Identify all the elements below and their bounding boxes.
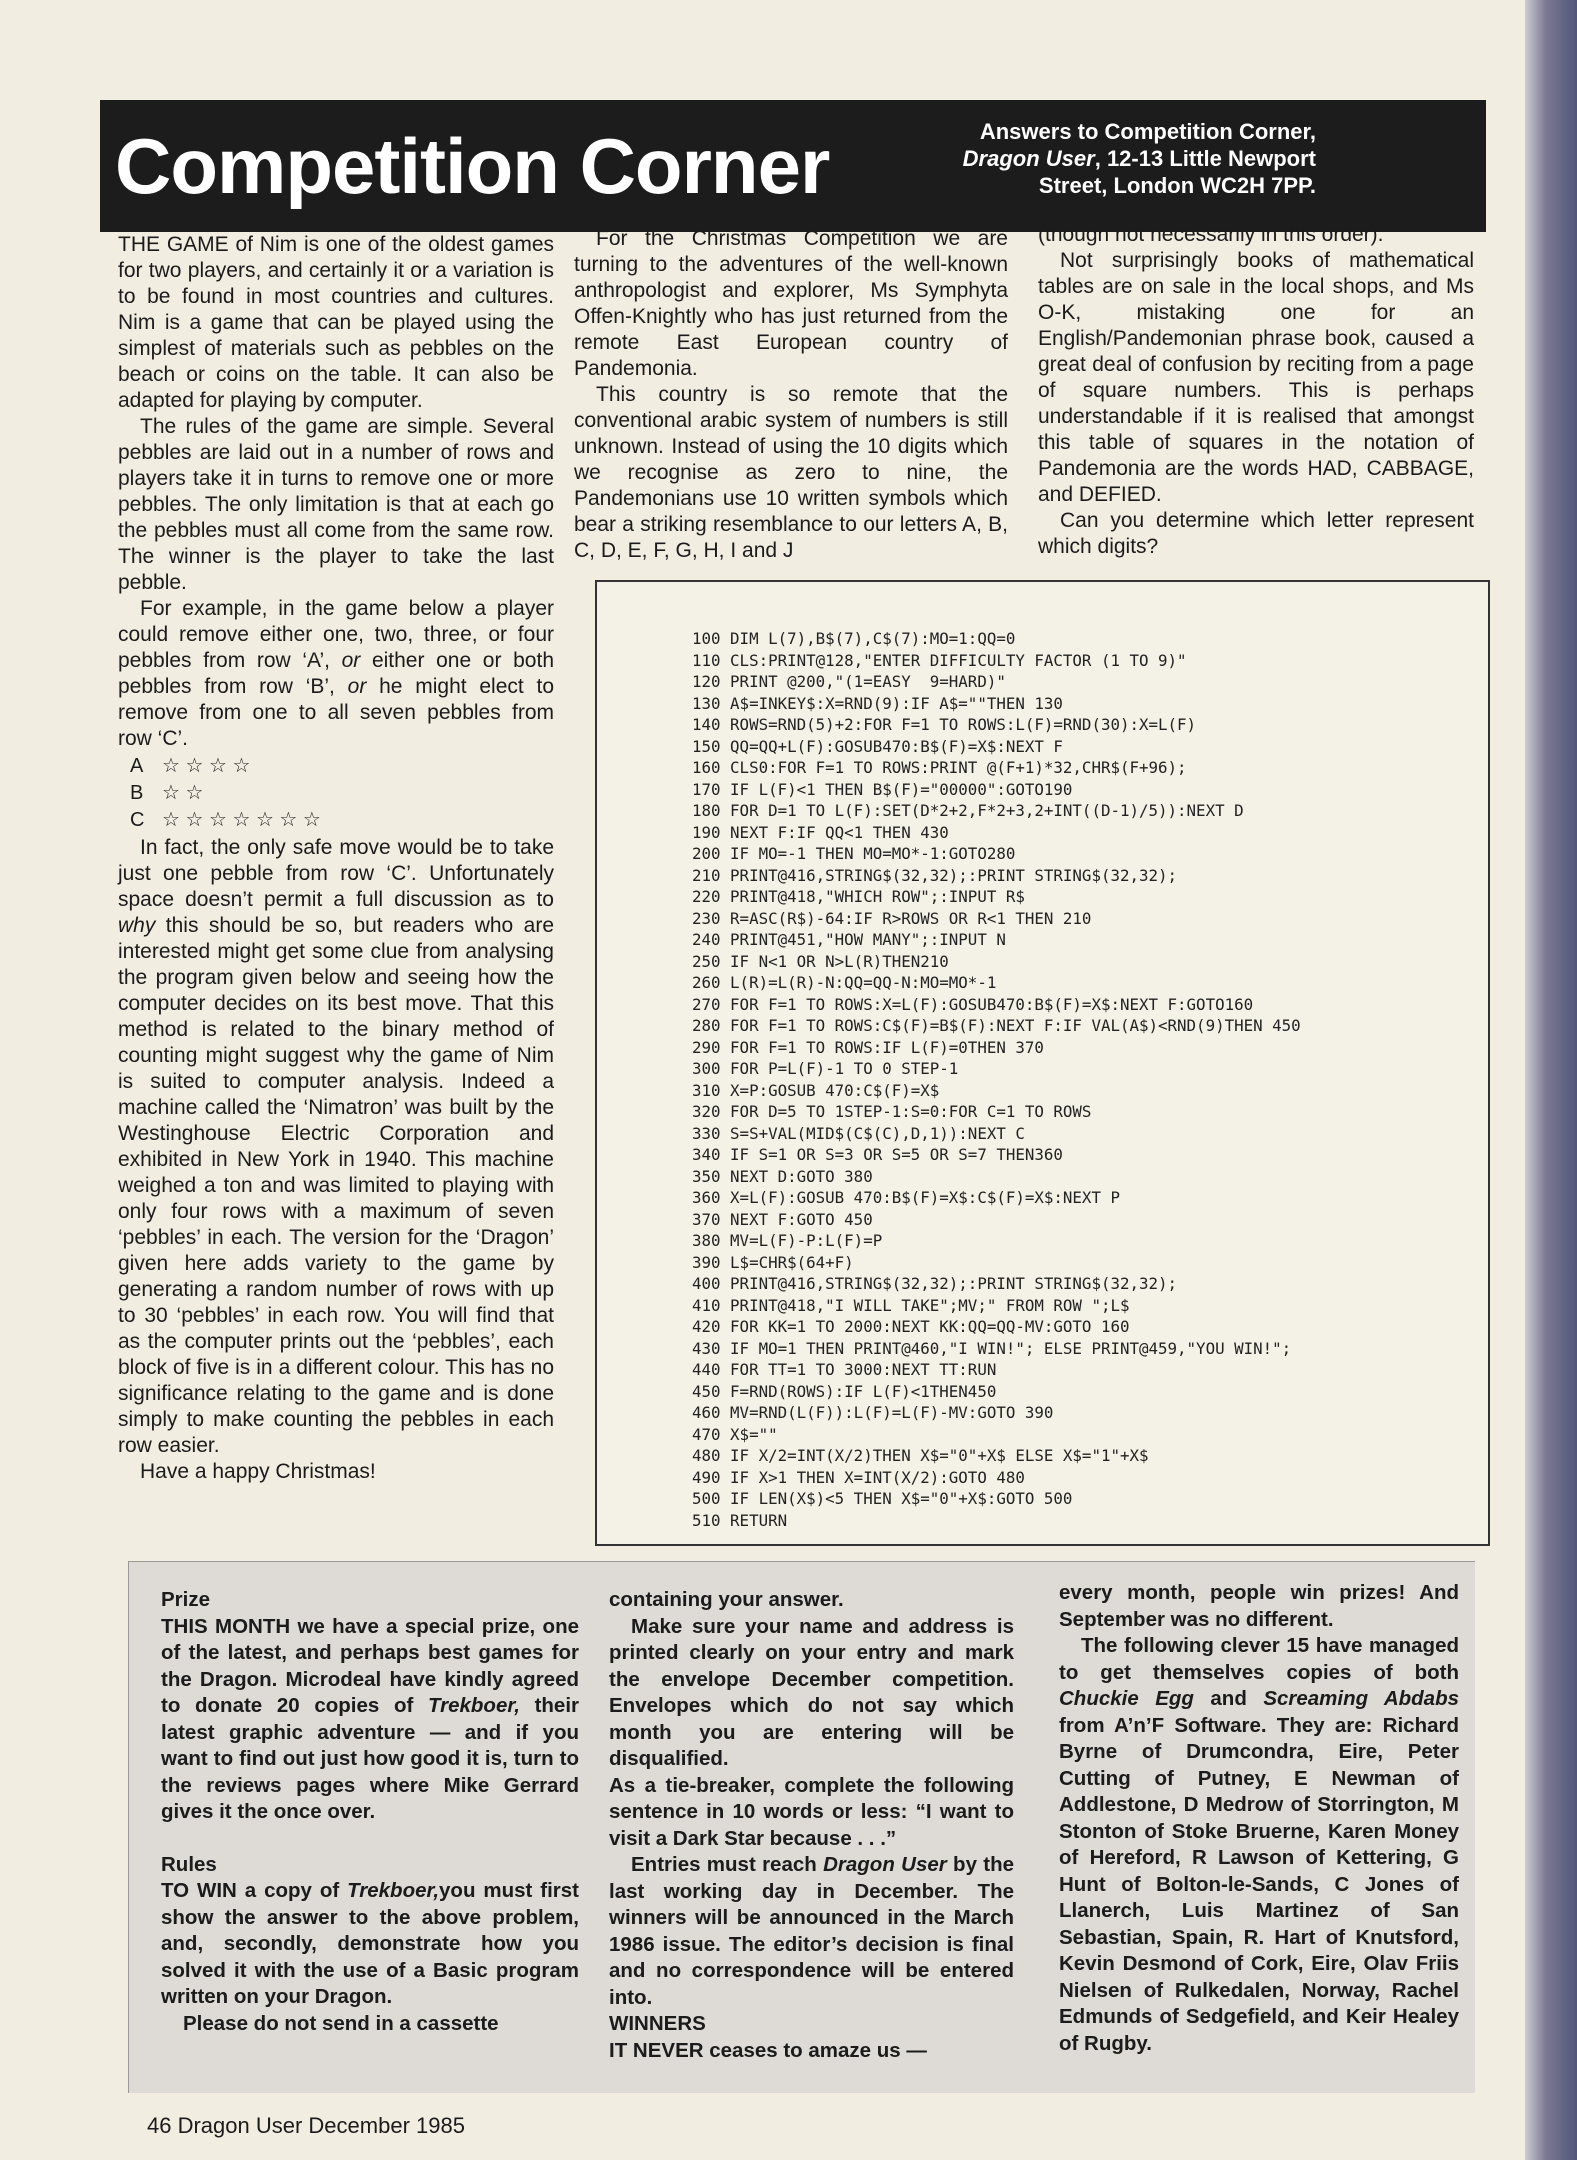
text: Chuckie Egg xyxy=(1059,1687,1194,1710)
text: For example, in the game below a player could remove either one, two, three, or four pebbles from row ‘A’, xyxy=(118,597,554,672)
header-banner xyxy=(100,100,1486,232)
text: THIS MONTH we have a special prize, one of the latest, and perhaps best games for the Dragon. Microdeal have kindly agreed to donate 20 copies of xyxy=(161,1614,579,1717)
text: In fact, the only safe move would be to take just one pebble from row ‘C’. Unfortunately space doesn’t permit a full discussion as to xyxy=(118,836,554,911)
page-edge-shadow xyxy=(1525,0,1577,2160)
text: their latest graphic adventure — and if you want to find out just how good it is, turn to the reviews pages where Mike Gerrard gives it the once over. xyxy=(161,1694,579,1823)
address-line3: Street, London WC2H 7PP. xyxy=(1038,173,1316,198)
prize-column-2 xyxy=(609,1587,1014,2064)
paragraph: Make sure your name and address is printed clearly on your entry and mark the envelope December competition. Envelopes which do not say which month you are entering will be disqualified. xyxy=(609,1614,1014,1770)
text: and xyxy=(1210,1687,1247,1710)
prize-column-1 xyxy=(161,1587,579,2037)
paragraph: As a tie-breaker, complete the following sentence in 10 words or less: “I want to visit a Dark Star because . . .” xyxy=(609,1773,1014,1850)
paragraph xyxy=(118,596,554,752)
text: either one or both pebbles from row ‘B’, xyxy=(118,649,554,698)
paragraph: THE GAME of Nim is one of the oldest games for two players, and certainly it or a variation is to be found in most countries and cultures. Nim is a game that can be played using the simplest of materials such as pebbles on the beach or coins on the table. It can also be adapted for playing by computer. xyxy=(118,233,554,412)
paragraph: For the Christmas Competition we are turning to the adventures of the well-known anthropologist and explorer, Ms Symphyta Offen-Knightly who has just returned from the remote East European country of Pandemonia. xyxy=(574,227,1008,380)
text: this should be so, but readers who are interested might get some clue from analysing the program given below and seeing how the computer decides on its best move. That this method is related to the binary method of counting might suggest why the game of Nim is suited to computer analysis. Indeed a machine called the ‘Nimatron’ was built by the Westinghouse Electric Corporation and exhibited in New York in 1940. This machine weighed a ton and was limited to playing with only four rows with a maximum of seven ‘pebbles’ in each. The version for the ‘Dragon’ given here adds variety to the game by generating a random number of rows with up to 30 ‘pebbles’ in each row. You will find that as the computer prints out the ‘pebbles’, each block of five is in a different colour. This has no significance relating to the game and is done simply to make counting the pebbles in each row easier. xyxy=(118,914,554,1457)
text: Entries must reach xyxy=(631,1853,817,1876)
paragraph xyxy=(609,1852,1014,2011)
paragraph: Not surprisingly books of mathematical tables are on sale in the local shops, and Ms O-K, mistaking one for an English/Pandemonian phrase book, caused a great deal of confusion by reciting from a page of square numbers. This is perhaps understandable if it is realised that amongst this table of squares in the notation of Pandemonia are the words HAD, CABBAGE, and DEFIED. xyxy=(1038,249,1474,506)
article-column-1 xyxy=(118,232,554,1485)
text: Screaming Abdabs xyxy=(1263,1687,1460,1710)
pebble-row-c xyxy=(130,808,554,833)
paragraph xyxy=(161,1614,579,1826)
text: why xyxy=(118,914,156,937)
text: Trekboer, xyxy=(347,1879,440,1902)
address-line1: Answers to Competition Corner, xyxy=(979,119,1316,144)
basic-program-listing: 100 DIM L(7),B$(7),C$(7):MO=1:QQ=0 110 CLS:PRINT@128,"ENTER DIFFICULTY FACTOR (1 TO 9)" 120 PRINT @200,"(1=EASY 9=HARD)" 130 A$=INKEY$:X=RND(9):IF A$=""THEN 130 140 ROWS=RND(5)+2:FOR F=1 TO ROWS:L(F)=RND(30):X=L(F) 150 QQ=QQ+L(F):GOSUB470:B$(F)=X$:NEXT F 160 CLS0:FOR F=1 TO ROWS:PRINT @(F+1)*32,CHR$(F+96); 170 IF L(F)<1 THEN B$(F)="00000":GOTO190 180 FOR D=1 TO L(F):SET(D*2+2,F*2+3,2+INT((D-1)/5)):NEXT D 190 NEXT F:IF QQ<1 THEN 430 200 IF MO=-1 THEN MO=MO*-1:GOTO280 210 PRINT@416,STRING$(32,32);:PRINT STRING$(32,32); 220 PRINT@418,"WHICH ROW";:INPUT R$ 230 R=ASC(R$)-64:IF R>ROWS OR R<1 THEN 210 240 PRINT@451,"HOW MANY";:INPUT N 250 IF N<1 OR N>L(R)THEN210 260 L(R)=L(R)-N:QQ=QQ-N:MO=MO*-1 270 FOR F=1 TO ROWS:X=L(F):GOSUB470:B$(F)=X$:NEXT F:GOTO160 280 FOR F=1 TO ROWS:C$(F)=B$(F):NEXT F:IF VAL(A$)<RND(9)THEN 450 290 FOR F=1 TO ROWS:IF L(F)=0THEN 370 300 FOR P=L(F)-1 TO 0 STEP-1 310 X=P:GOSUB 470:C$(F)=X$ 320 FOR D=5 TO 1STEP-1:S=0:FOR C=1 TO ROWS 330 S=S+VAL(MID$(C$(C),D,1)):NEXT C 340 IF S=1 OR S=3 OR S=5 OR S=7 THEN360 350 NEXT D:GOTO 380 360 X=L(F):GOSUB 470:B$(F)=X$:C$(F)=X$:NEXT P 370 NEXT F:GOTO 450 380 MV=L(F)-P:L(F)=P 390 L$=CHR$(64+F) 400 PRINT@416,STRING$(32,32);:PRINT STRING$(32,32); 410 PRINT@418,"I WILL TAKE";MV;" FROM ROW ";L$ 420 FOR KK=1 TO 2000:NEXT KK:QQ=QQ-MV:GOTO 160 430 IF MO=1 THEN PRINT@460,"I WIN!"; ELSE PRINT@459,"YOU WIN!"; 440 FOR TT=1 TO 3000:NEXT TT:RUN 450 F=RND(ROWS):IF L(F)<1THEN450 460 MV=RND(L(F)):L(F)=L(F)-MV:GOTO 390 470 X$="" 480 IF X/2=INT(X/2)THEN X$="0"+X$ ELSE X$="1"+X$ 490 IF X>1 THEN X=INT(X/2):GOTO 480 500 IF LEN(X$)<5 THEN X$="0"+X$:GOTO 500 510 RETURN xyxy=(692,629,1301,1530)
text: he might elect to remove from one to all seven pebbles from row ‘C’. xyxy=(118,675,555,750)
address-line2: , 12-13 Little Newport xyxy=(1094,146,1316,171)
address-magazine: Dragon User xyxy=(962,146,1095,171)
row-label: A xyxy=(130,755,144,777)
pebble-stars: ☆ ☆ ☆ ☆ ☆ ☆ ☆ xyxy=(162,809,321,831)
paragraph xyxy=(161,1878,579,2011)
answers-address xyxy=(936,118,1316,199)
text: or xyxy=(347,675,367,698)
paragraph: containing your answer. xyxy=(609,1588,844,1611)
paragraph: Please do not send in a cassette xyxy=(183,2011,499,2035)
row-label: B xyxy=(130,782,144,804)
program-listing-box xyxy=(595,580,1490,1546)
text: The following clever 15 have managed to get themselves copies of both xyxy=(1059,1634,1459,1684)
pebble-stars: ☆ ☆ xyxy=(162,782,204,804)
paragraph: (though not necessarily in this order). xyxy=(1038,223,1384,246)
prize-heading: Prize xyxy=(161,1588,210,1611)
paragraph: Have a happy Christmas! xyxy=(140,1460,376,1483)
pebble-row-b xyxy=(130,781,554,806)
paragraph: every month, people win prizes! And September was no different. xyxy=(1059,1581,1459,1631)
pebble-row-a xyxy=(130,754,554,779)
page-title: Competition Corner xyxy=(115,122,830,210)
paragraph: This country is so remote that the conventional arabic system of numbers is still unknown. Instead of using the 10 digits which we recognise as zero to nine, the Pandemonians use 10 written symbols which bear a striking resemblance to our letters A, B, C, D, E, F, G, H, I and J xyxy=(574,383,1008,562)
text: from A’n’F Software. They are: Richard Byrne of Drumcondra, Eire, Peter Cutting of Putney, E Newman of Addlestone, D Medrow of Storrington, M Stonton of Stoke Bruerne, Karen Money of Hereford, R Lawson of Kettering, G Hunt of Bolton-le-Sands, C Jones of Llanerch, Luis Martinez of San Sebastian, Spain, R. Hart of Knutsford, Kevin Desmond of Cork, Eire, Olav Friis Nielsen of Rulkedalen, Norway, Rachel Edmunds of Sedgefield, and Keir Healey of Rugby. xyxy=(1059,1713,1459,2055)
winners-heading: WINNERS xyxy=(609,2012,706,2035)
text: you must first show the answer to the above problem, and, secondly, demonstrate how you solved it with the use of a Basic program written on your Dragon. xyxy=(161,1879,580,2008)
paragraph: Can you determine which letter represent which digits? xyxy=(1038,509,1474,558)
article-column-2 xyxy=(574,226,1008,564)
paragraph: The rules of the game are simple. Several pebbles are laid out in a number of rows and players take it in turns to remove one or more pebbles. The only limitation is that at each go the pebbles must all come from the same row. The winner is the player to take the last pebble. xyxy=(118,415,554,594)
text: TO WIN a copy of xyxy=(161,1879,340,1902)
pebble-stars: ☆ ☆ ☆ ☆ xyxy=(162,755,251,777)
text: or xyxy=(341,649,361,672)
text: Trekboer, xyxy=(427,1694,520,1717)
paragraph: IT NEVER ceases to amaze us — xyxy=(609,2038,927,2062)
text: Dragon User xyxy=(823,1853,947,1876)
page-footer: 46 Dragon User December 1985 xyxy=(147,2113,465,2138)
prize-box xyxy=(128,1561,1475,2093)
paragraph xyxy=(118,835,554,1459)
rules-heading: Rules xyxy=(161,1852,217,1876)
article-column-3 xyxy=(1038,222,1474,560)
row-label: C xyxy=(130,809,145,831)
paragraph xyxy=(1059,1633,1459,2057)
text: by the last working day in December. The winners will be announced in the March 1986 issue. The editor’s decision is final and no correspondence will be entered into. xyxy=(609,1853,1015,2009)
prize-column-3 xyxy=(1059,1580,1459,2057)
